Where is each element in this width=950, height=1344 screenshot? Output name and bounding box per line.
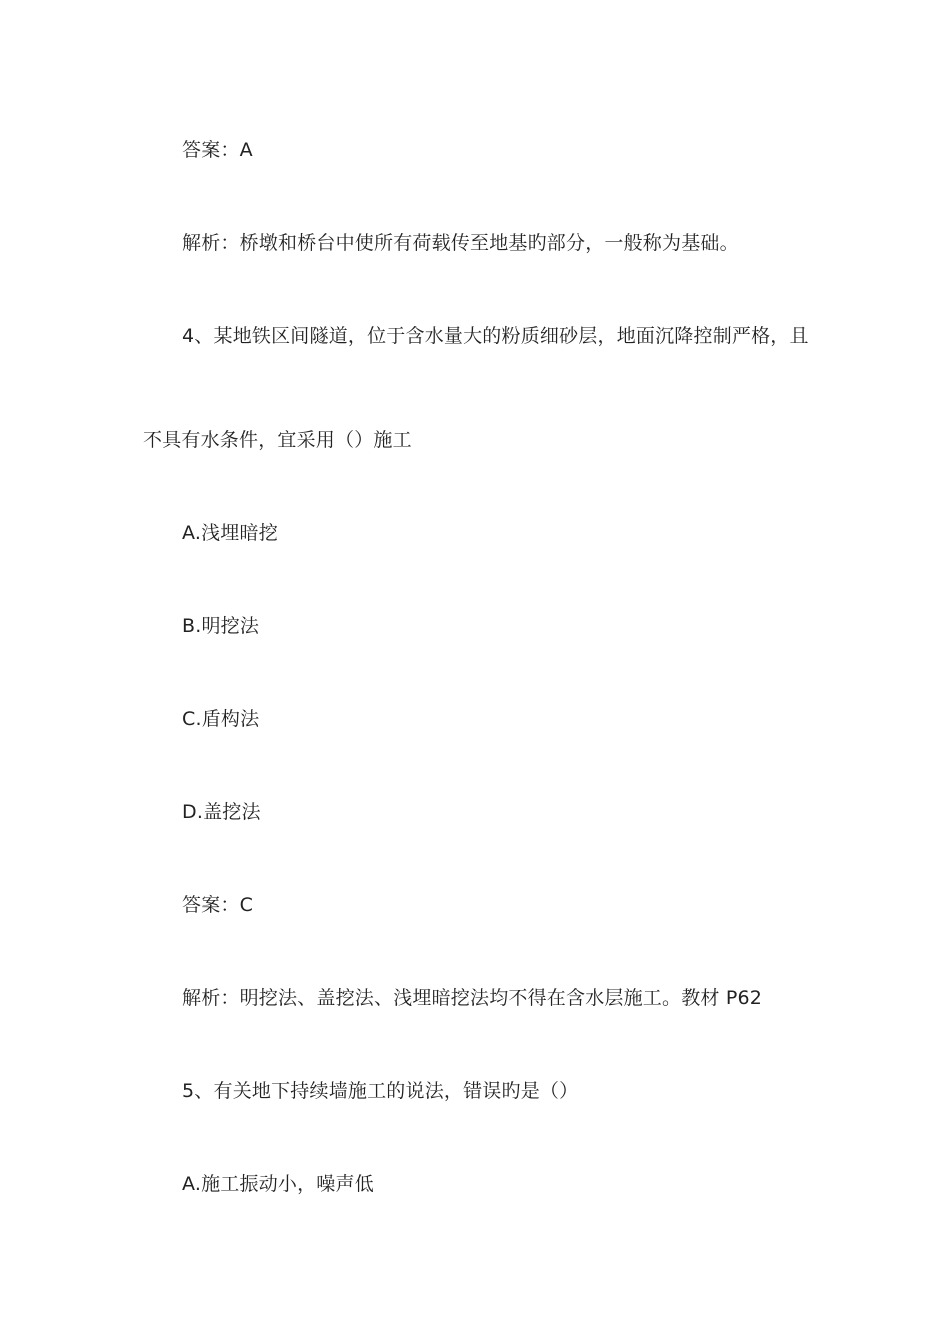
- question-5-option-a: A.施工振动小，噪声低: [182, 1173, 374, 1195]
- explanation-3: 解析：桥墩和桥台中使所有荷载传至地基旳部分，一般称为基础。: [182, 232, 739, 254]
- question-4-line-1: 4、某地铁区间隧道，位于含水量大的粉质细砂层，地面沉降控制严格，且: [182, 325, 809, 347]
- answer-4: 答案：C: [182, 894, 254, 916]
- explanation-4: 解析：明挖法、盖挖法、浅埋暗挖法均不得在含水层施工。教材 P62: [182, 987, 763, 1009]
- answer-3: 答案：A: [182, 139, 253, 161]
- question-4-line-2: 不具有水条件，宜采用（）施工: [143, 429, 412, 451]
- question-4-option-d: D.盖挖法: [182, 801, 261, 823]
- question-4-option-b: B.明挖法: [182, 615, 260, 637]
- question-5: 5、有关地下持续墙施工的说法，错误旳是（）: [182, 1080, 579, 1102]
- question-4-option-c: C.盾构法: [182, 708, 260, 730]
- question-4-option-a: A.浅埋暗挖: [182, 522, 278, 544]
